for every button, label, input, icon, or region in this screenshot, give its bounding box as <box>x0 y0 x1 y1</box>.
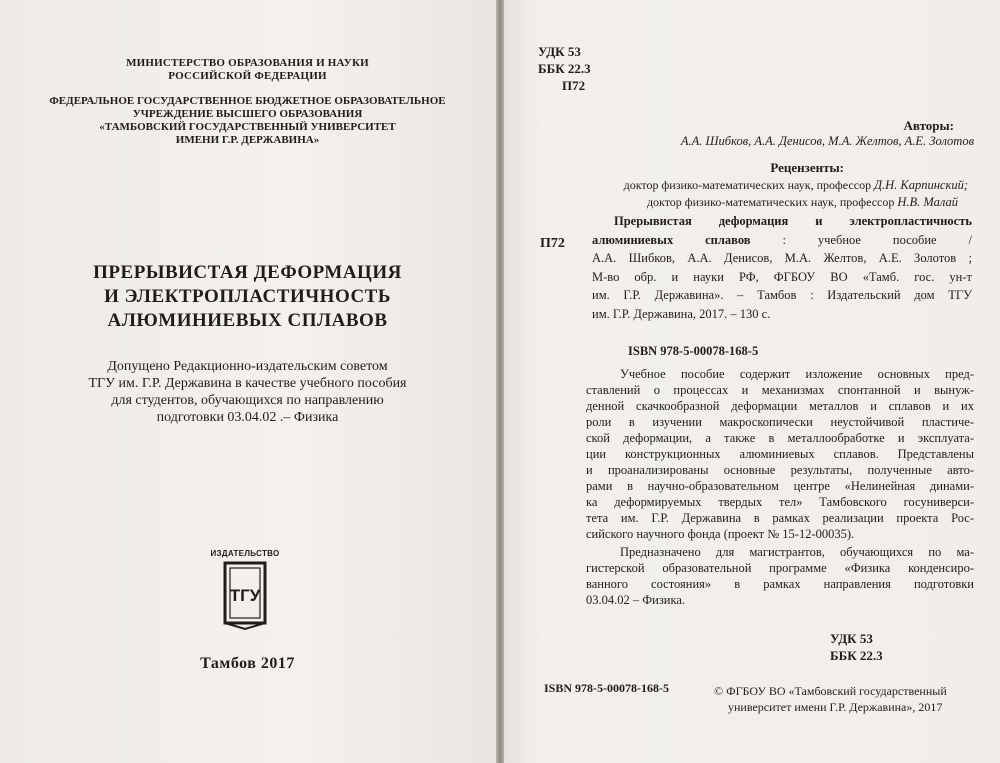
udk-code-bottom: УДК 53 <box>830 631 873 646</box>
reviewers-heading: Рецензенты: <box>770 160 844 175</box>
publisher-logo <box>190 549 300 629</box>
title-page <box>0 0 496 763</box>
copyright: © ФГБОУ ВО «Тамбовский государственный университет имени Г.Р. Державина», 2017 <box>714 684 947 714</box>
abstract: Учебное пособие содержит изложение основных пред- ставлений о процессах и механизмах спонтанной и вынуж- денной скачкообразной деформации металлов и сплавов и их роли в изучении макроскопически неустойчивой пластиче- ской деформации, а также в металлообработке и эксплуата- ции конструкционных алюминиевых сплавов. Представлены и проанализированы основные результаты, полученные авто- рами в научно-образовательном центре «Нелинейная динами- ка деформируемых твердых тел» Тамбовского госуниверси- тета им. Г.Р. Державина в рамках реализации проекта Рос- сийского научного фонда (проект № 15-12-00035). Предназначено для магистрантов, обучающихся по ма- гистерской образовательной программе «Физика конденсиро- ванного состояния» в рамках направления подготовки 03.04.02 – Физика. <box>586 367 974 607</box>
ministry-heading: МИНИСТЕРСТВО ОБРАЗОВАНИЯ И НАУКИ РОССИЙСКОЙ ФЕДЕРАЦИИ <box>126 57 369 82</box>
logo-text: ТГУ <box>229 586 261 605</box>
publisher-label: ИЗДАТЕЛЬСТВО <box>210 549 280 558</box>
bbk-code: ББК 22.3 <box>538 61 591 76</box>
bbk-code-bottom: ББК 22.3 <box>830 648 883 663</box>
city-year: Тамбов 2017 <box>200 655 295 672</box>
biblio-code: П72 <box>540 236 565 251</box>
institution-heading: ФЕДЕРАЛЬНОЕ ГОСУДАРСТВЕННОЕ БЮДЖЕТНОЕ ОБРАЗОВАТЕЛЬНОЕ УЧРЕЖДЕНИЕ ВЫСШЕГО ОБРАЗОВАНИЯ «ТАМБОВСКИЙ ГОСУДАРСТВЕННЫЙ УНИВЕРСИТЕТ ИМЕНИ Г.Р. ДЕРЖАВИНА» <box>49 95 446 146</box>
approval-note: Допущено Редакционно-издательским советом ТГУ им. Г.Р. Державина в качестве учебного пособия для студентов, обучающихся по направлению подготовки 03.04.02 .– Физика <box>88 359 407 425</box>
isbn-bottom: ISBN 978-5-00078-168-5 <box>544 681 669 695</box>
reviewer-2: доктор физико-математических наук, профессор Н.В. Малай <box>646 195 958 209</box>
author-mark: П72 <box>562 78 586 93</box>
tgu-logo-icon <box>190 561 300 631</box>
bibliographic-record: Прерывистая деформация и электропластичность алюминиевых сплавов : учебное пособие / А.А. Шибков, А.А. Денисов, М.А. Желтов, А.Е. Золотов ; М-во обр. и науки РФ, ФГБОУ ВО «Тамб. гос. ун-т им. Г.Р. Державина». – Тамбов : Издательский дом ТГУ им. Г.Р. Державина, 2017. – 130 с. <box>592 214 972 321</box>
reviewer-1: доктор физико-математических наук, профессор Д.Н. Карпинский; <box>623 178 968 192</box>
authors-list: А.А. Шибков, А.А. Денисов, М.А. Желтов, А.Е. Золотов <box>680 134 974 148</box>
book-title: ПРЕРЫВИСТАЯ ДЕФОРМАЦИЯ И ЭЛЕКТРОПЛАСТИЧНОСТЬ АЛЮМИНИЕВЫХ СПЛАВОВ <box>93 262 402 331</box>
imprint-page <box>504 0 1000 763</box>
isbn: ISBN 978-5-00078-168-5 <box>628 344 759 358</box>
authors-heading: Авторы: <box>903 118 954 133</box>
udk-code: УДК 53 <box>538 44 581 59</box>
book-spine <box>496 0 504 763</box>
